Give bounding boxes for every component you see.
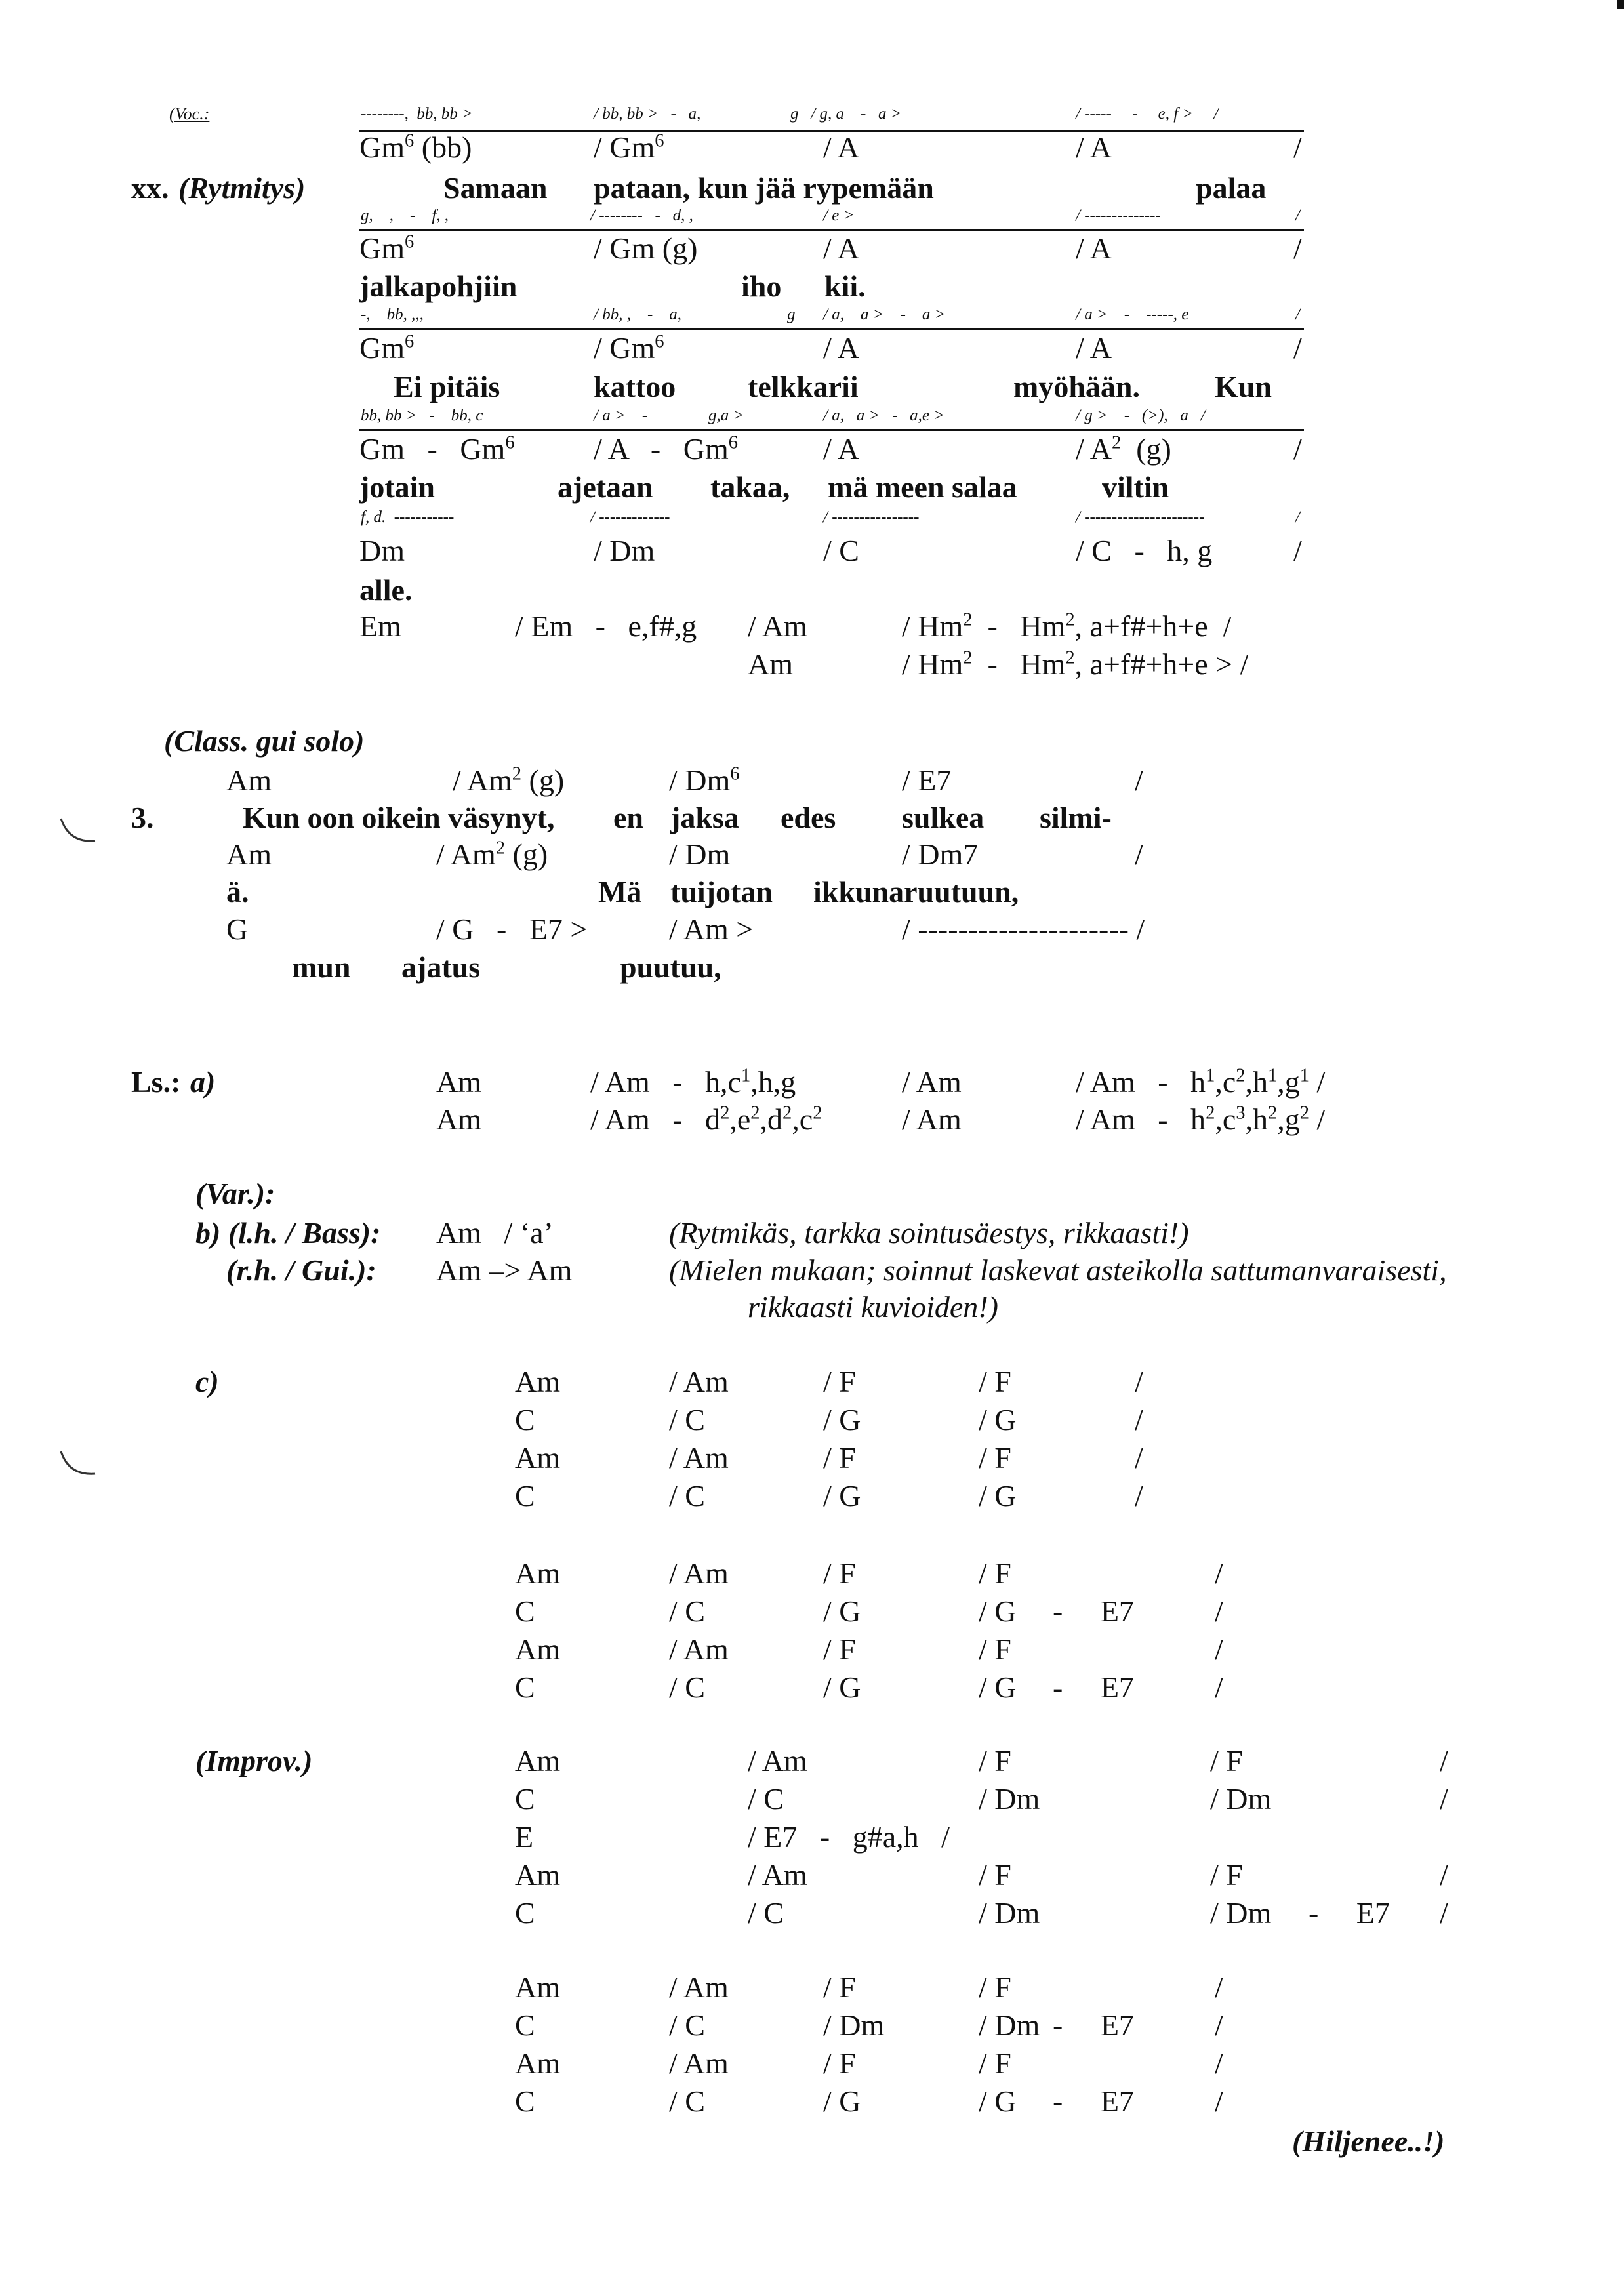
bar-line: / [1295, 207, 1300, 224]
lyric: Ei pitäis [394, 370, 500, 403]
voc-label: (Voc.: [169, 104, 210, 123]
chord: / Dm [979, 2008, 1040, 2042]
var-rh-row-2 [0, 1291, 1624, 1330]
solo-header: (Class. gui solo) [164, 724, 365, 758]
verse3-lyric-line-2 [0, 876, 1624, 915]
chord: Am [515, 1441, 560, 1474]
lyric: mä meen salaa [828, 470, 1017, 504]
lyric: Samaan [443, 171, 548, 205]
lyric: jalkapohjiin [359, 270, 518, 303]
chord: / Dm [979, 1782, 1040, 1816]
margin-mark [56, 1446, 102, 1486]
melody-note: / ---------------------- [1076, 508, 1205, 526]
ls-line-2 [0, 1103, 1624, 1143]
chord: / C [669, 1671, 705, 1704]
bar-line: / [1440, 1744, 1448, 1777]
chord: Gm - Gm$^6$ [359, 432, 515, 466]
lyric: kii. [824, 270, 866, 303]
lyric: Kun [1215, 370, 1272, 403]
melody-note: / a > - -----, e [1076, 306, 1189, 323]
chord: Am [515, 1858, 560, 1892]
chord: / Dm [669, 838, 731, 871]
chord-row [0, 1671, 1624, 1711]
chord: C [515, 1896, 535, 1930]
chord: C [515, 1403, 535, 1436]
chord-row [0, 1821, 1624, 1860]
chord: / F [823, 1556, 856, 1590]
var-rh-chords: Am –> Am [436, 1253, 573, 1287]
melody-note: / a, a > - a,e > [823, 407, 945, 424]
melody-note: / e > [823, 207, 855, 224]
lyric: Mä [598, 875, 642, 908]
bar-line: / [1295, 306, 1300, 323]
chord: - E7 [1053, 2008, 1134, 2042]
chord-row [0, 1480, 1624, 1519]
ls-label: Ls.: [131, 1065, 181, 1099]
chord: / F [823, 1970, 856, 2004]
chord: / Am [669, 1441, 729, 1474]
chord: C [515, 1594, 535, 1628]
chord: / Am [748, 609, 807, 643]
chord-line-7 [0, 648, 1624, 687]
chord: Am [515, 1556, 560, 1590]
chord: / C [669, 2084, 705, 2118]
chord: G [226, 912, 249, 946]
chord: E [515, 1820, 534, 1854]
melody-note: / -------- - d, , [590, 207, 693, 224]
var-rh-label: (r.h. / Gui.): [226, 1253, 376, 1287]
chord: C [515, 2008, 535, 2042]
lyric: mun [292, 950, 351, 984]
section-title: (Rytmitys) [178, 171, 306, 205]
chord: Am [436, 1065, 481, 1099]
lyric: tuijotan [670, 875, 773, 908]
lyric: ä. [226, 875, 249, 908]
bar-line: / [1215, 1970, 1223, 2004]
bar-line: / [1135, 1479, 1143, 1512]
bar-line: / [1215, 2008, 1223, 2042]
chord: / A [1076, 232, 1112, 265]
chord: / G [823, 2084, 861, 2118]
chord: / Am - $d^2,e^2,d^2,c^2$ [590, 1103, 822, 1136]
chord: / Hm$^2$ - Hm$^2$, a+f#+h+e > / [902, 647, 1249, 681]
bar-line: / [1135, 838, 1143, 871]
bar-line: / [1440, 1782, 1448, 1816]
var-rh-note: (Mielen mukaan; soinnut laskevat asteikolla sattumanvaraisesti, [669, 1253, 1447, 1287]
solo-chord-line-2 [0, 838, 1624, 878]
bar-line: / [1215, 1633, 1223, 1666]
bar-line: / [1215, 1556, 1223, 1590]
solo-chord-line-3 [0, 913, 1624, 952]
verse3-lyric-line-1 [0, 802, 1624, 841]
chord: / A [1076, 331, 1112, 365]
improv-label: (Improv.) [195, 1744, 313, 1777]
melody-note: f, d. ----------- [361, 508, 455, 526]
chord-row [0, 1404, 1624, 1443]
solo-header-row [0, 725, 1624, 764]
var-b-label: b) (l.h. / Bass): [195, 1216, 381, 1249]
lyric: myöhään. [1013, 370, 1140, 403]
lyric-line-1 [0, 172, 1624, 211]
chord: / F [979, 1633, 1011, 1666]
chord-row [0, 1783, 1624, 1822]
chord-row [0, 1859, 1624, 1898]
lyric: jotain [359, 470, 435, 504]
melody-note: / a, a > - a > [823, 306, 946, 323]
chord: - E7 [1053, 1671, 1134, 1704]
chord: / Am - $h^2,c^3,h^2,g^2$ / [1076, 1103, 1326, 1136]
chord: / F [979, 1365, 1011, 1398]
chord: / Hm$^2$ - Hm$^2$, a+f#+h+e / [902, 609, 1232, 643]
chord: / E7 [902, 763, 952, 797]
chord: Gm$^6$ (bb) [359, 131, 472, 164]
melody-underline [359, 429, 1304, 431]
bar-line: / [1215, 1671, 1223, 1704]
chord-row [0, 2085, 1624, 2124]
chord: Am [515, 1970, 560, 2004]
chord: / Am [902, 1065, 962, 1099]
melody-note: / -------------- [1076, 207, 1161, 224]
chord: / C [823, 534, 859, 567]
chord: / Dm$^6$ [669, 763, 740, 797]
bar-line: / [1135, 1365, 1143, 1398]
lyric: ajatus [401, 950, 481, 984]
chord-row [0, 2047, 1624, 2086]
chord: / Gm$^6$ [594, 331, 664, 365]
melody-note: -, bb, ,,, [361, 306, 424, 323]
chord: / G [823, 1479, 861, 1512]
chord: / G [979, 1671, 1017, 1704]
chord-row [0, 1557, 1624, 1596]
chord-row [0, 1595, 1624, 1634]
melody-note: g [787, 306, 796, 323]
chord: / Em - e,f#,g [515, 609, 697, 643]
lyric: ikkunaruutuun, [813, 875, 1019, 908]
chord-line-3 [0, 332, 1624, 371]
chord-row [0, 1442, 1624, 1481]
chord-line-2 [0, 232, 1624, 272]
chord: / F [979, 2046, 1011, 2080]
lyric: ajetaan [558, 470, 653, 504]
bar-line: / [1293, 331, 1302, 365]
lyric: kattoo [594, 370, 676, 403]
chord: / C [748, 1896, 784, 1930]
chord: / Am [902, 1103, 962, 1136]
chord: Am [515, 1744, 560, 1777]
chord: / A [823, 232, 859, 265]
chord: / Gm (g) [594, 232, 698, 265]
chord: Am [748, 647, 793, 681]
lyric: telkkarii [748, 370, 859, 403]
melody-note: g,a > [708, 407, 744, 424]
chord-line-5 [0, 535, 1624, 574]
chord: Am [226, 763, 272, 797]
bar-line: / [1440, 1896, 1448, 1930]
chord: Am [515, 2046, 560, 2080]
verse3-lyric-line-3 [0, 951, 1624, 990]
lyric: puutuu, [620, 950, 721, 984]
chord: / A [823, 432, 859, 466]
lyric: silmi- [1040, 801, 1112, 834]
chord: / A [823, 131, 859, 164]
chord: / Am [669, 2046, 729, 2080]
var-b-chords: Am / ‘a’ [436, 1216, 554, 1249]
chord-row [0, 1633, 1624, 1673]
chord: / C [748, 1782, 784, 1816]
chord: / Am [748, 1744, 807, 1777]
lyric-line-5 [0, 574, 1624, 613]
bar-line: / [1295, 508, 1300, 526]
lyric-line-2 [0, 270, 1624, 310]
chord: Am [436, 1103, 481, 1136]
chord: / G [979, 2084, 1017, 2118]
chord: / F [1210, 1858, 1243, 1892]
margin-mark [56, 813, 102, 853]
var-label: (Var.): [195, 1177, 275, 1210]
lyric: viltin [1102, 470, 1169, 504]
lyric: pataan, kun jää rypemään [594, 171, 934, 205]
melody-underline [359, 328, 1304, 330]
chord: / G [823, 1671, 861, 1704]
lyric: Kun oon oikein väsynyt, [243, 801, 555, 834]
chord: / C - h, g [1076, 534, 1213, 567]
bar-line: / [1135, 1441, 1143, 1474]
melody-note: --------, bb, bb > [361, 105, 473, 123]
melody-note: / g > - (>), a / [1076, 407, 1206, 424]
melody-note: / bb, , - a, [594, 306, 682, 323]
chord: Em [359, 609, 401, 643]
lyric: edes [781, 801, 836, 834]
chord: / F [979, 1858, 1011, 1892]
section-number: xx. [131, 171, 169, 205]
chord-row [0, 2009, 1624, 2048]
chord: / Dm [823, 2008, 885, 2042]
chord: / F [823, 1633, 856, 1666]
melody-note: / bb, bb > - a, [594, 105, 701, 123]
melody-underline [359, 229, 1304, 231]
chord: / Am [669, 1970, 729, 2004]
melody-note: g, , - f, , [361, 207, 449, 224]
chord: / E7 - g#a,h / [748, 1820, 950, 1854]
chord: / C [669, 1403, 705, 1436]
chord: / Am [669, 1633, 729, 1666]
chord: / Am > [669, 912, 754, 946]
chord: / Am$^2$ (g) [436, 838, 548, 871]
bar-line: / [1293, 432, 1302, 466]
verse-number: 3. [131, 801, 154, 834]
lyric: sulkea [902, 801, 985, 834]
chord: - E7 [1053, 1594, 1134, 1628]
chord: Am [515, 1365, 560, 1398]
chord: / G [823, 1594, 861, 1628]
chord: / F [1210, 1744, 1243, 1777]
melody-note: / ---------------- [823, 508, 920, 526]
chord: Am [515, 1633, 560, 1666]
chord: / F [823, 1365, 856, 1398]
chord: / Am - $h^1,c^2,h^1,g^1$ / [1076, 1065, 1326, 1099]
var-b-row [0, 1217, 1624, 1256]
lyric-line-3 [0, 371, 1624, 410]
chord: / Am [748, 1858, 807, 1892]
chord: / C [669, 1479, 705, 1512]
lyric: iho [741, 270, 782, 303]
melody-note: / a > - [594, 407, 648, 424]
c-label: c) [195, 1365, 219, 1398]
chord: Gm$^6$ [359, 232, 415, 265]
chord: C [515, 2084, 535, 2118]
chord: / A [823, 331, 859, 365]
chord: / F [823, 1441, 856, 1474]
chord: / G [979, 1403, 1017, 1436]
chord: / $A^2$ (g) [1076, 432, 1171, 466]
lyric: alle. [359, 573, 413, 607]
chord: / F [979, 1556, 1011, 1590]
chord-row [0, 1897, 1624, 1936]
melody-note: g / g, a - a > [790, 105, 902, 123]
chord: / F [979, 1441, 1011, 1474]
var-rh-row [0, 1254, 1624, 1293]
chord: / F [823, 2046, 856, 2080]
chord: / G [979, 1594, 1017, 1628]
chord: / Dm [594, 534, 655, 567]
melody-note: bb, bb > - bb, c [361, 407, 483, 424]
chord: / Am [669, 1365, 729, 1398]
chord: / G [979, 1479, 1017, 1512]
chord: / A [1076, 131, 1112, 164]
chord: / C [669, 2008, 705, 2042]
chord: / Am [669, 1556, 729, 1590]
chord: / G - E7 > [436, 912, 588, 946]
chord: Gm$^6$ [359, 331, 415, 365]
chord: C [515, 1671, 535, 1704]
chord-row [0, 1366, 1624, 1405]
var-b-note: (Rytmikäs, tarkka sointusäestys, rikkaasti!) [669, 1216, 1189, 1249]
bar-line: / [1135, 1403, 1143, 1436]
chord: / Dm7 [902, 838, 979, 871]
chord: Dm [359, 534, 405, 567]
bar-line: / [1293, 131, 1302, 164]
chord: - E7 [1053, 2084, 1134, 2118]
chord: - E7 [1309, 1896, 1390, 1930]
chord: / G [823, 1403, 861, 1436]
melody-note: / ----- - e, f > / [1076, 105, 1219, 123]
lyric: palaa [1196, 171, 1267, 205]
chord: / F [979, 1744, 1011, 1777]
chord: / F [979, 1970, 1011, 2004]
ls-line-1 [0, 1066, 1624, 1105]
chord: / C [669, 1594, 705, 1628]
end-note-row [0, 2125, 1624, 2164]
melody-note: / ------------- [590, 508, 670, 526]
chord: Am [226, 838, 272, 871]
var-header-row [0, 1177, 1624, 1217]
var-rh-note: rikkaasti kuvioiden!) [748, 1290, 998, 1324]
solo-chord-line-1 [0, 764, 1624, 803]
chord-row [0, 1971, 1624, 2010]
chord: / Dm [1210, 1896, 1272, 1930]
bar-line: / [1215, 1594, 1223, 1628]
end-note: (Hiljenee..!) [1292, 2124, 1445, 2158]
corner-mark [1617, 0, 1624, 9]
chord-line-4 [0, 433, 1624, 472]
chord: / Dm [1210, 1782, 1272, 1816]
bar-line: / [1215, 2084, 1223, 2118]
chord: C [515, 1782, 535, 1816]
chord: C [515, 1479, 535, 1512]
chord: / Gm$^6$ [594, 131, 664, 164]
bar-line: / [1293, 232, 1302, 265]
lyric: takaa, [710, 470, 790, 504]
lyric: en [613, 801, 643, 834]
chord-line-1 [0, 131, 1624, 171]
chord: / Dm [979, 1896, 1040, 1930]
bar-line: / [1293, 534, 1302, 567]
bar-line: / [1440, 1858, 1448, 1892]
chord: / A - Gm$^6$ [594, 432, 739, 466]
lyric: jaksa [670, 801, 739, 834]
chord: / --------------------- / [902, 912, 1145, 946]
ls-a-label: a) [190, 1065, 216, 1099]
chord-line-6 [0, 610, 1624, 649]
bar-line: / [1215, 2046, 1223, 2080]
chord-row [0, 1745, 1624, 1784]
chord: / Am - $h,c^1,h,g$ [590, 1065, 796, 1099]
lyric-line-4 [0, 471, 1624, 510]
chord: / Am$^2$ (g) [453, 763, 565, 797]
bar-line: / [1135, 763, 1143, 797]
